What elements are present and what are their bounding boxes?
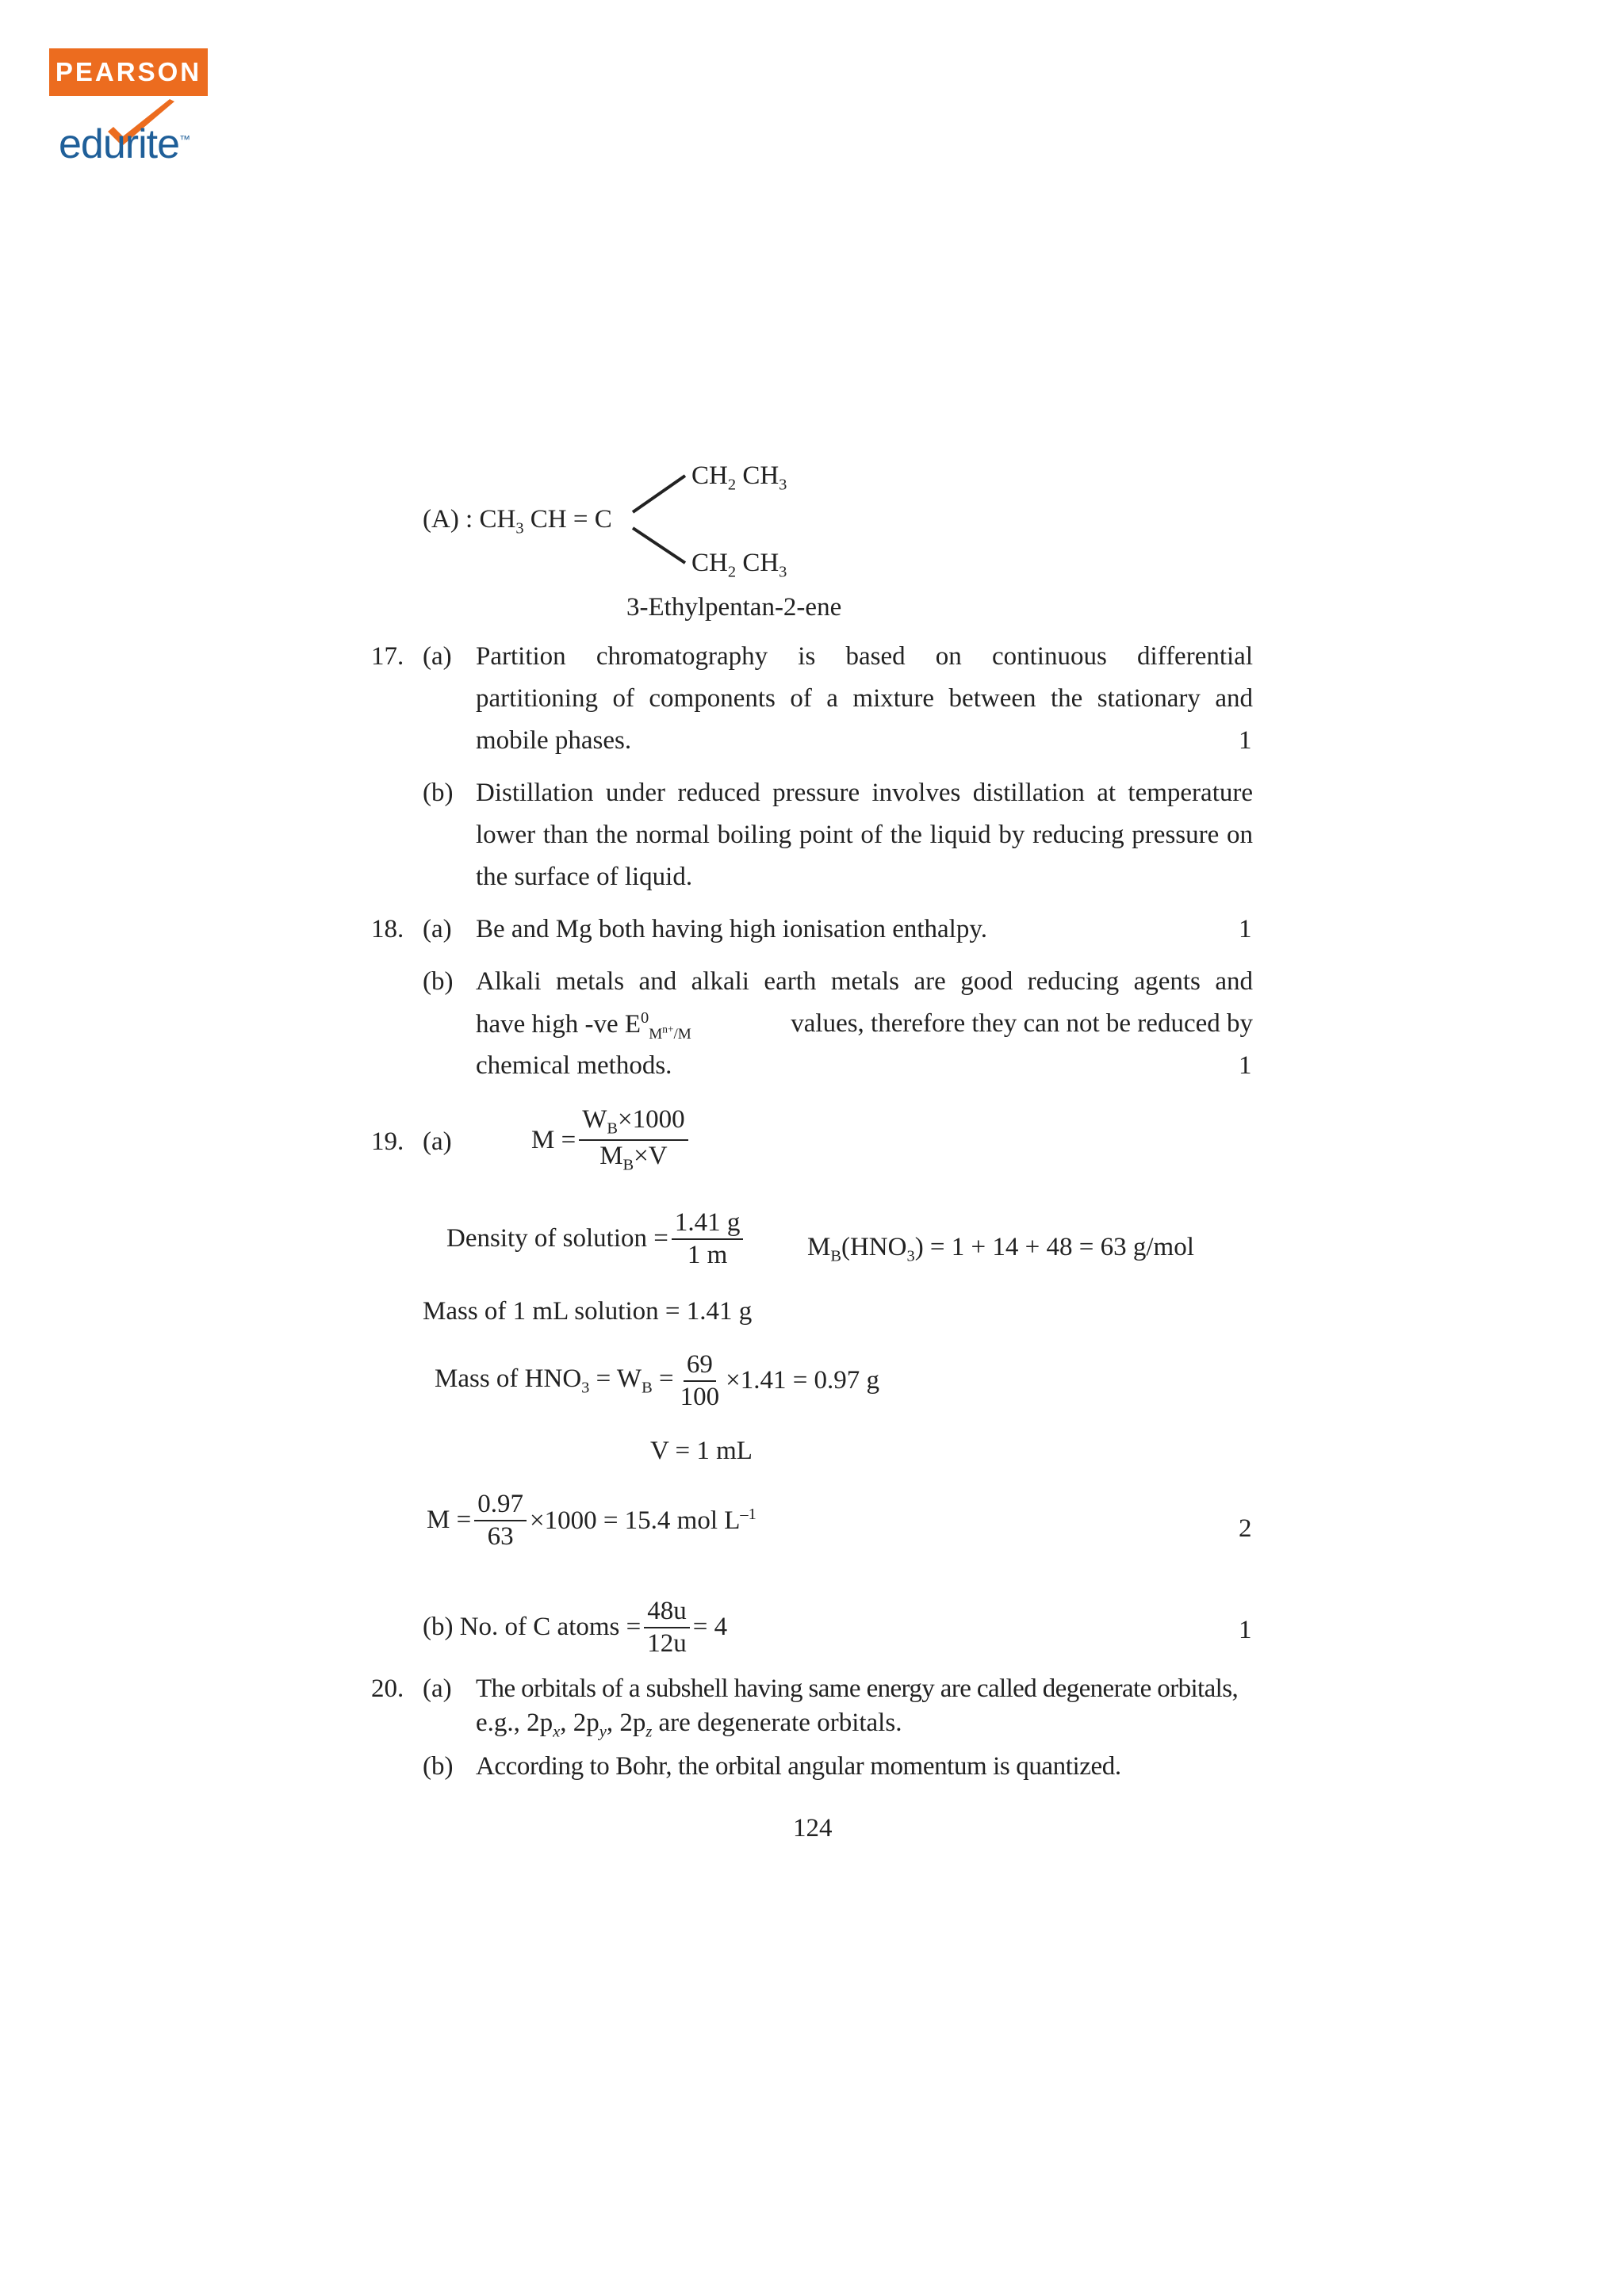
lower-branch-ch: CH — [691, 549, 728, 577]
q19-final-lhs: M = — [427, 1506, 472, 1535]
q17-b-line2: lower than the normal boiling point of the liquid by reducing pressure on — [476, 821, 1253, 849]
q19-molar-mass-mid: (HNO — [841, 1233, 907, 1261]
q19-density-den: 1 m — [687, 1240, 728, 1269]
q19-formula-den-sub: B — [622, 1156, 634, 1174]
q20-a-line2-pre: e.g., 2p — [476, 1709, 553, 1737]
q20-number: 20. — [371, 1674, 404, 1703]
q18-b-line2-post: values, therefore they can not be reduced by — [791, 1009, 1253, 1038]
q18-b-label: (b) — [423, 967, 454, 996]
q19-formula-num-sub: B — [607, 1119, 618, 1138]
q20-a-line1: The orbitals of a subshell having same energy are called degenerate orbitals, — [476, 1674, 1239, 1703]
q19-mass-hno3-post: ×1.41 = 0.97 g — [726, 1366, 880, 1395]
q19-mass-hno3-fraction — [677, 1351, 723, 1410]
q18-a-label: (a) — [423, 915, 452, 943]
q20-a-line2-post: are degenerate orbitals. — [652, 1709, 902, 1737]
q19-mass-hno3-sub: 3 — [581, 1379, 590, 1397]
q19-molar-mass — [807, 1233, 1194, 1266]
q19-mass-hno3-sub2: B — [642, 1379, 653, 1397]
q17-a-line3: mobile phases. — [476, 726, 632, 755]
structure-a-name: 3-Ethylpentan-2-ene — [626, 593, 842, 622]
q19-formula-den-m: M — [599, 1142, 623, 1171]
q18-b-mark: 1 — [1239, 1051, 1252, 1080]
q19-mass-hno3-eq: = — [652, 1364, 674, 1393]
q19-b-label: (b) No. of C atoms = — [423, 1613, 642, 1642]
structure-a-bonds — [626, 468, 690, 571]
q18-number: 18. — [371, 915, 404, 943]
q19-volume: V = 1 mL — [650, 1437, 753, 1465]
q19-mass-hno3-num: 69 — [684, 1351, 716, 1382]
q19-b — [423, 1598, 727, 1657]
q18-a-mark: 1 — [1239, 915, 1252, 943]
edurite-logo — [59, 121, 190, 168]
q19-formula-num-w: W — [582, 1105, 607, 1134]
q18-b-line2-pre-group — [476, 1009, 691, 1043]
q17-number: 17. — [371, 642, 404, 671]
q19-b-mark: 1 — [1239, 1616, 1252, 1644]
q19-molar-mass-post: ) = 1 + 14 + 48 = 63 g/mol — [914, 1233, 1194, 1261]
q19-b-fraction — [644, 1598, 690, 1657]
q19-b-num: 48u — [644, 1598, 690, 1628]
q19-a-label: (a) — [423, 1127, 452, 1156]
q18-b-line2-sub2: /M — [673, 1025, 691, 1043]
q20-a-mid2: , 2p — [606, 1709, 646, 1737]
upper-branch-mid: CH — [736, 461, 779, 490]
q20-a-line2 — [476, 1709, 902, 1742]
pearson-logo — [49, 48, 208, 96]
lower-branch-sub1: 2 — [727, 563, 737, 581]
q18-b-line2 — [476, 1009, 1253, 1043]
q17-a-mark: 1 — [1239, 726, 1252, 755]
q19-final — [427, 1490, 756, 1550]
q19-molar-mass-sub2: 3 — [906, 1247, 915, 1265]
q17-a-line2: partitioning of components of a mixture between the stationary and — [476, 684, 1253, 713]
trademark-symbol: ™ — [179, 132, 190, 146]
q19-density-fraction — [672, 1209, 744, 1269]
q20-a-mid1: , 2p — [560, 1709, 599, 1737]
q19-mass-hno3 — [435, 1351, 879, 1410]
q19-a-mark: 2 — [1239, 1514, 1252, 1543]
q19-final-post: ×1000 = 15.4 mol L — [529, 1506, 741, 1535]
q20-b-label: (b) — [423, 1752, 454, 1781]
q18-a-line1: Be and Mg both having high ionisation enthalpy. — [476, 915, 987, 943]
q17-b-label: (b) — [423, 779, 454, 807]
q19-formula-lhs: M = — [531, 1125, 576, 1154]
q18-b-line1: Alkali metals and alkali earth metals are good reducing agents and — [476, 967, 1253, 996]
upper-branch-sub1: 2 — [727, 476, 737, 494]
q17-b-line3: the surface of liquid. — [476, 863, 693, 891]
q18-b-line2-sub: M — [649, 1025, 663, 1043]
q20-a-sub-z: z — [645, 1723, 653, 1741]
structure-a-label-sub: 3 — [515, 519, 524, 538]
q18-b-line2-sup: 0 — [641, 1009, 649, 1027]
q19-mass-hno3-mid: = W — [589, 1364, 642, 1393]
q17-a-label: (a) — [423, 642, 452, 671]
q19-density — [446, 1209, 746, 1269]
q19-mass-hno3-left — [435, 1364, 674, 1398]
q17-b-line1: Distillation under reduced pressure involves distillation at temperature — [476, 779, 1253, 807]
q19-formula-fraction — [579, 1106, 688, 1174]
q19-molar-mass-sub: B — [830, 1247, 841, 1265]
q19-b-post: = 4 — [692, 1613, 728, 1642]
q19-formula-den — [596, 1141, 670, 1174]
q19-final-num: 0.97 — [474, 1490, 527, 1521]
q18-b-line3: chemical methods. — [476, 1051, 672, 1080]
q19-final-sup: –1 — [740, 1505, 756, 1523]
q19-formula-num — [579, 1106, 688, 1141]
q17-a-line1: Partition chromatography is based on continuous differential — [476, 642, 1253, 671]
q20-a-sub-x: x — [553, 1723, 561, 1741]
q19-b-den: 12u — [647, 1628, 687, 1658]
q20-b-line1: According to Bohr, the orbital angular momentum is quantized. — [476, 1752, 1121, 1781]
structure-a-upper-branch — [691, 461, 787, 495]
q18-b-line2-subsup: n+ — [662, 1023, 674, 1035]
q19-molar-mass-pre: M — [807, 1233, 831, 1261]
upper-branch-ch: CH — [691, 461, 728, 490]
lower-branch-sub2: 3 — [779, 563, 787, 581]
q19-formula-num-rest: ×1000 — [618, 1105, 685, 1134]
q20-a-sub-y: y — [599, 1723, 607, 1741]
q19-mass-hno3-pre: Mass of HNO — [435, 1364, 582, 1393]
upper-branch-sub2: 3 — [779, 476, 787, 494]
q19-mass-solution: Mass of 1 mL solution = 1.41 g — [423, 1297, 753, 1326]
q18-b-line2-subgroup — [649, 1023, 691, 1043]
lower-branch-mid: CH — [736, 549, 779, 577]
structure-a-lower-branch — [691, 549, 787, 582]
q19-density-num: 1.41 g — [672, 1209, 744, 1240]
pearson-logo-text: PEARSON — [55, 57, 202, 86]
q19-final-right — [530, 1506, 756, 1536]
q19-mass-hno3-den: 100 — [680, 1382, 720, 1411]
q19-number: 19. — [371, 1127, 404, 1156]
q20-a-label: (a) — [423, 1674, 452, 1703]
q19-final-den: 63 — [487, 1521, 514, 1551]
q19-formula-den-rest: ×V — [634, 1142, 668, 1171]
page-number: 124 — [793, 1814, 833, 1843]
q19-formula — [531, 1106, 691, 1174]
structure-a-label-text: (A) : CH — [423, 505, 516, 534]
q19-final-fraction — [474, 1490, 527, 1550]
structure-a-label-rest: CH = C — [523, 505, 612, 534]
structure-a-label — [423, 505, 612, 538]
q18-b-line2-pre: have high -ve E — [476, 1010, 642, 1039]
edurite-logo-text: edurite — [59, 121, 179, 167]
q19-density-label: Density of solution = — [446, 1224, 668, 1253]
